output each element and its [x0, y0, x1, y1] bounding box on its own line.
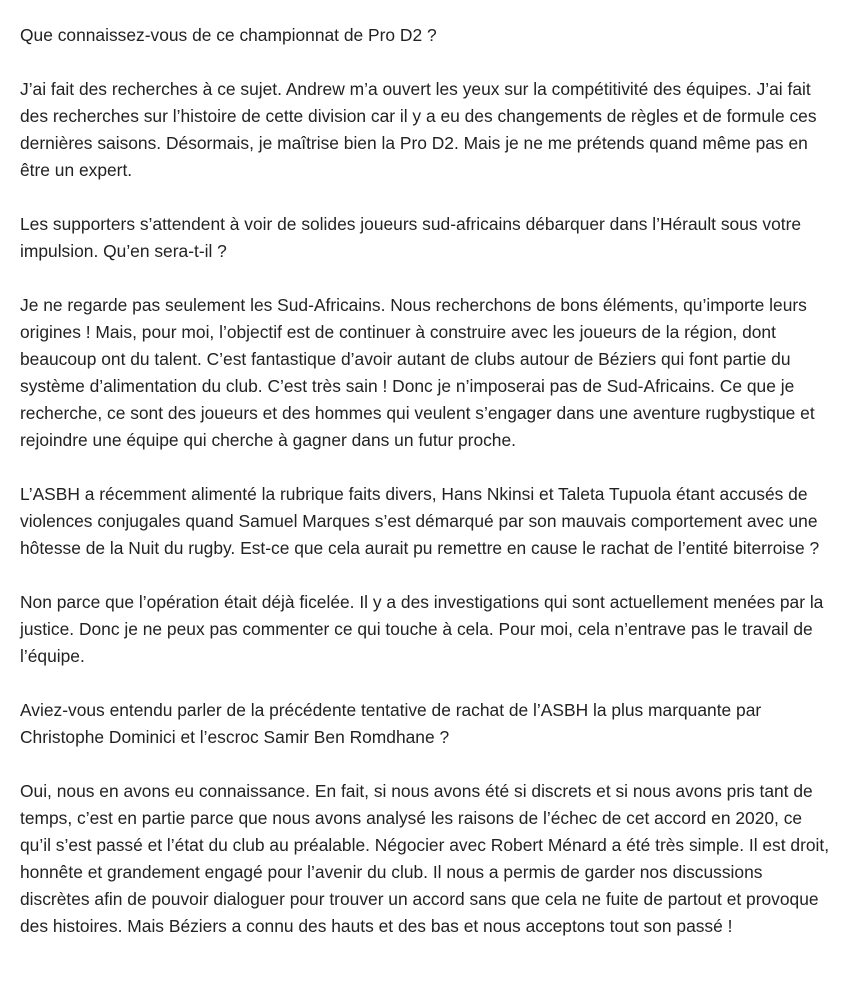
answer-pro-d2: J’ai fait des recherches à ce sujet. Andrew m’a ouvert les yeux sur la compétitivité des équipes. J’ai fait des recherches sur l’histoire de cette division car il y a eu des changements de règles et de formule ces dernières saisons. Désormais, je maîtrise bien la Pro D2. Mais je ne me prétends quand même pas en être un expert. [20, 79, 817, 180]
answer-south-african-players: Je ne regarde pas seulement les Sud-Africains. Nous recherchons de bons éléments, qu’importe leurs origines ! Mais, pour moi, l’objectif est de continuer à construire avec les joueurs de la région, dont beaucoup ont du talent. C’est fantastique d’avoir autant de clubs autour de Béziers qui font partie du système d’alimentation du club. C’est très sain ! Donc je n’imposerai pas de Sud-Africains. Ce que je recherche, ce sont des joueurs et des hommes qui veulent s’engager dans une aventure rugbystique et rejoindre une équipe qui cherche à gagner dans un futur proche. [20, 295, 815, 450]
answer-faits-divers: Non parce que l’opération était déjà ficelée. Il y a des investigations qui sont actuellement menées par la justice. Donc je ne peux pas commenter ce qui touche à cela. Pour moi, cela n’entrave pas le travail de l’équipe. [20, 592, 824, 666]
question-pro-d2: Que connaissez-vous de ce championnat de Pro D2 ? [20, 25, 437, 45]
question-faits-divers: L’ASBH a récemment alimenté la rubrique faits divers, Hans Nkinsi et Taleta Tupuola étant accusés de violences conjugales quand Samuel Marques s’est démarqué par son mauvais comportement avec une hôtesse de la Nuit du rugby. Est-ce que cela aurait pu remettre en cause le rachat de l’entité biterroise ? [20, 484, 820, 558]
answer-previous-takeover: Oui, nous en avons eu connaissance. En fait, si nous avons été si discrets et si nous avons pris tant de temps, c’est en partie parce que nous avons analysé les raisons de l’échec de cet accord en 2020, ce qu’il s’est passé et l’état du club au préalable. Négocier avec Robert Ménard a été très simple. Il est droit, honnête et grandement engagé pour l’avenir du club. Il nous a permis de garder nos discussions discrètes afin de pouvoir dialoguer pour trouver un accord sans que cela ne fuite de partout et provoque des histoires. Mais Béziers a connu des hauts et des bas et nous acceptons tout son passé ! [20, 781, 830, 936]
question-previous-takeover: Aviez-vous entendu parler de la précédente tentative de rachat de l’ASBH la plus marquante par Christophe Dominici et l’escroc Samir Ben Romdhane ? [20, 700, 762, 747]
question-south-african-players: Les supporters s’attendent à voir de solides joueurs sud-africains débarquer dans l’Hérault sous votre impulsion. Qu’en sera-t-il ? [20, 214, 802, 261]
